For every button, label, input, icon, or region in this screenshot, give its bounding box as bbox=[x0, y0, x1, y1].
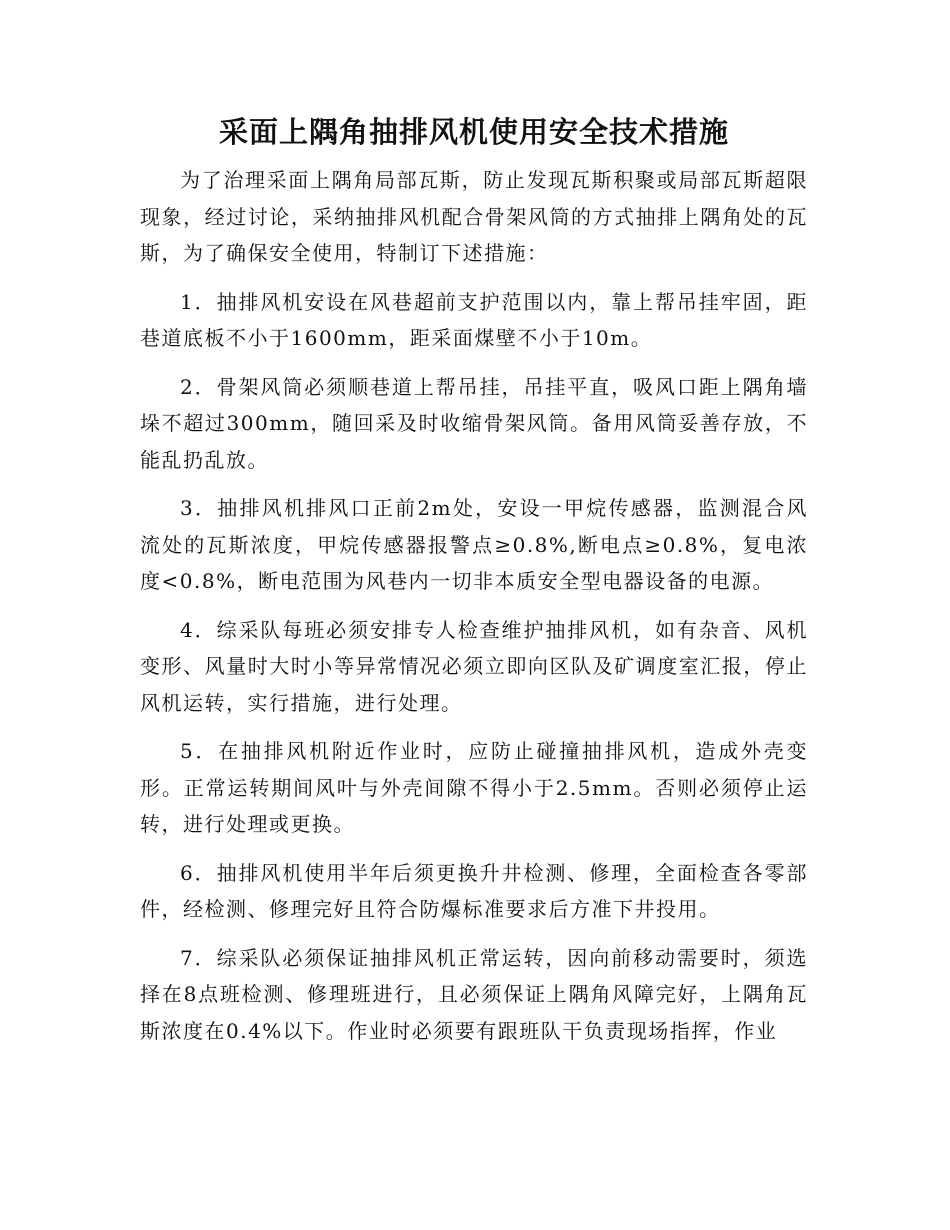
measure-item-6: 6．抽排风机使用半年后须更换升井检测、修理，全面检查各零部件，经检测、修理完好且符合防爆标准要求后方准下井投用。 bbox=[140, 860, 808, 921]
measure-item-3: 3．抽排风机排风口正前2m处，安设一甲烷传感器，监测混合风流处的瓦斯浓度，甲烷传感器报警点≥0.8%,断电点≥0.8%，复电浓度<0.8%，断电范围为风巷内一切非本质安全型电器设备的电源。 bbox=[140, 496, 808, 593]
document-title: 采面上隅角抽排风机使用安全技术措施 bbox=[218, 115, 729, 149]
measure-item-5: 5．在抽排风机附近作业时，应防止碰撞抽排风机，造成外壳变形。正常运转期间风叶与外壳间隙不得小于2.5mm。否则必须停止运转，进行处理或更换。 bbox=[140, 739, 808, 836]
measure-item-2: 2．骨架风筒必须顺巷道上帮吊挂，吊挂平直，吸风口距上隅角墙垛不超过300mm，随回采及时收缩骨架风筒。备用风筒妥善存放，不能乱扔乱放。 bbox=[140, 374, 808, 472]
document-page bbox=[140, 110, 808, 1061]
measure-item-7: 7．综采队必须保证抽排风机正常运转，因向前移动需要时，须选择在8点班检测、修理班进行，且必须保证上隅角风障完好，上隅角瓦斯浓度在0.4%以下。作业时必须要有跟班队干负责现场指挥，作业 bbox=[140, 945, 808, 1043]
intro-paragraph: 为了治理采面上隅角局部瓦斯，防止发现瓦斯积聚或局部瓦斯超限现象，经过讨论，采纳抽排风机配合骨架风筒的方式抽排上隅角处的瓦斯，为了确保安全使用，特制订下述措施： bbox=[140, 168, 808, 265]
measure-item-1: 1．抽排风机安设在风巷超前支护范围以内，靠上帮吊挂牢固，距巷道底板不小于1600mm，距采面煤壁不小于10m。 bbox=[140, 289, 808, 350]
measure-item-4: 4．综采队每班必须安排专人检查维护抽排风机，如有杂音、风机变形、风量时大时小等异常情况必须立即向区队及矿调度室汇报，停止风机运转，实行措施，进行处理。 bbox=[140, 617, 808, 715]
